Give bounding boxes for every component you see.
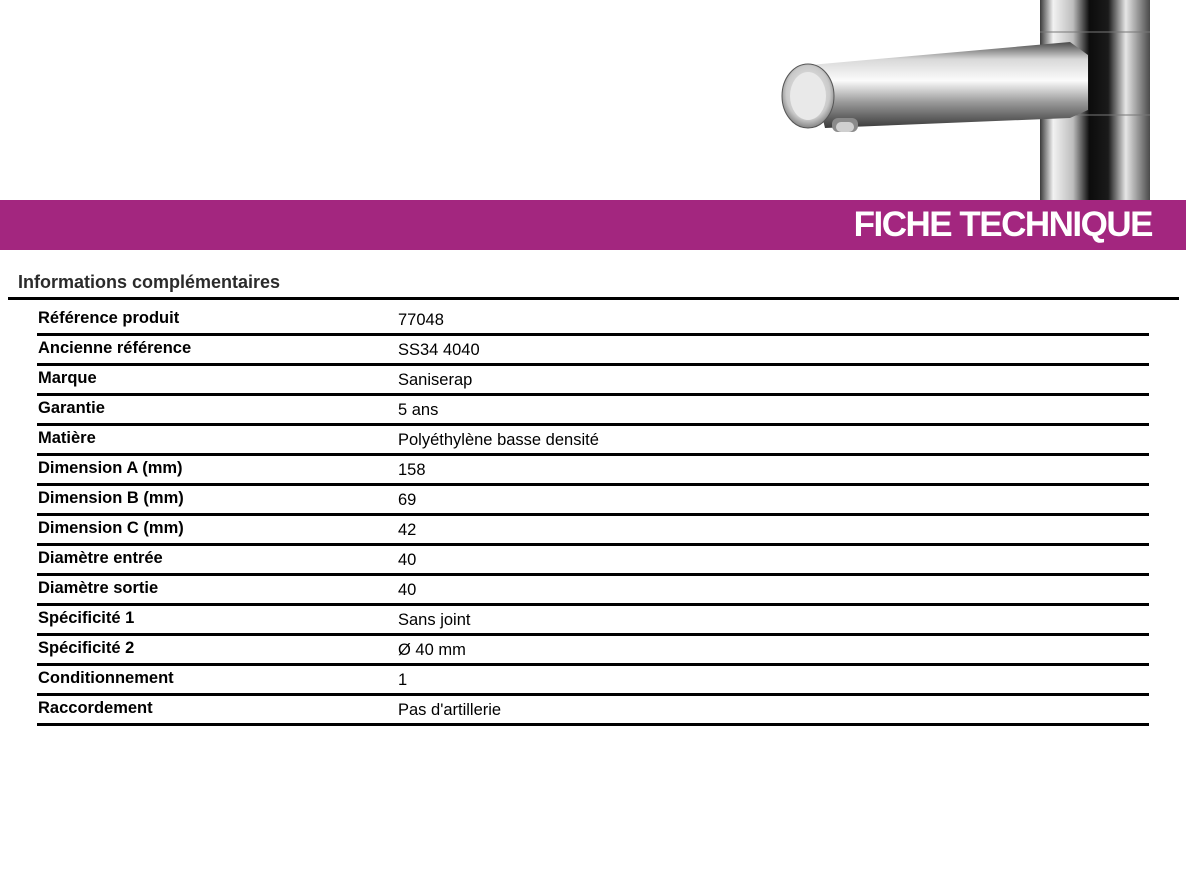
spec-value: Saniserap xyxy=(398,371,473,389)
spec-label: Dimension B (mm) xyxy=(38,489,184,507)
spec-value: Pas d'artillerie xyxy=(398,701,502,719)
spec-row xyxy=(37,456,1149,486)
spec-label: Dimension A (mm) xyxy=(38,459,183,477)
spec-value: 158 xyxy=(398,461,426,479)
banner-title: FICHE TECHNIQUE xyxy=(853,205,1152,244)
spec-value: 40 xyxy=(398,581,417,599)
spec-row xyxy=(37,666,1149,696)
spec-row xyxy=(37,336,1149,366)
spec-label: Ancienne référence xyxy=(38,339,192,357)
spec-row xyxy=(37,606,1149,636)
spec-table xyxy=(37,306,1149,726)
spec-row xyxy=(37,636,1149,666)
section-divider xyxy=(8,297,1179,300)
spec-row xyxy=(37,486,1149,516)
spec-label: Garantie xyxy=(38,399,105,417)
spec-row xyxy=(37,696,1149,726)
spec-row xyxy=(37,426,1149,456)
spec-label: Marque xyxy=(38,369,97,387)
spec-label: Spécificité 1 xyxy=(38,609,135,627)
spec-row xyxy=(37,366,1149,396)
spec-value: 5 ans xyxy=(398,401,439,419)
spec-label: Matière xyxy=(38,429,96,447)
spec-row xyxy=(37,306,1149,336)
spec-value: 77048 xyxy=(398,311,444,329)
header-banner xyxy=(0,200,1186,250)
spec-row xyxy=(37,516,1149,546)
spec-value: 1 xyxy=(398,671,408,689)
product-photo xyxy=(770,0,1160,200)
spec-row xyxy=(37,546,1149,576)
spec-value: Polyéthylène basse densité xyxy=(398,431,599,449)
spec-label: Référence produit xyxy=(38,309,180,327)
spec-value: 69 xyxy=(398,491,417,509)
spec-label: Diamètre entrée xyxy=(38,549,163,567)
spec-label: Spécificité 2 xyxy=(38,639,135,657)
spec-value: 42 xyxy=(398,521,417,539)
spec-label: Dimension C (mm) xyxy=(38,519,184,537)
spec-label: Raccordement xyxy=(38,699,153,717)
spec-value: Ø 40 mm xyxy=(398,641,466,659)
spec-value: SS34 4040 xyxy=(398,341,480,359)
spec-label: Conditionnement xyxy=(38,669,174,687)
spec-row xyxy=(37,576,1149,606)
spec-value: 40 xyxy=(398,551,417,569)
spec-label: Diamètre sortie xyxy=(38,579,159,597)
spec-row xyxy=(37,396,1149,426)
spec-value: Sans joint xyxy=(398,611,471,629)
section-title: Informations complémentaires xyxy=(18,272,281,292)
